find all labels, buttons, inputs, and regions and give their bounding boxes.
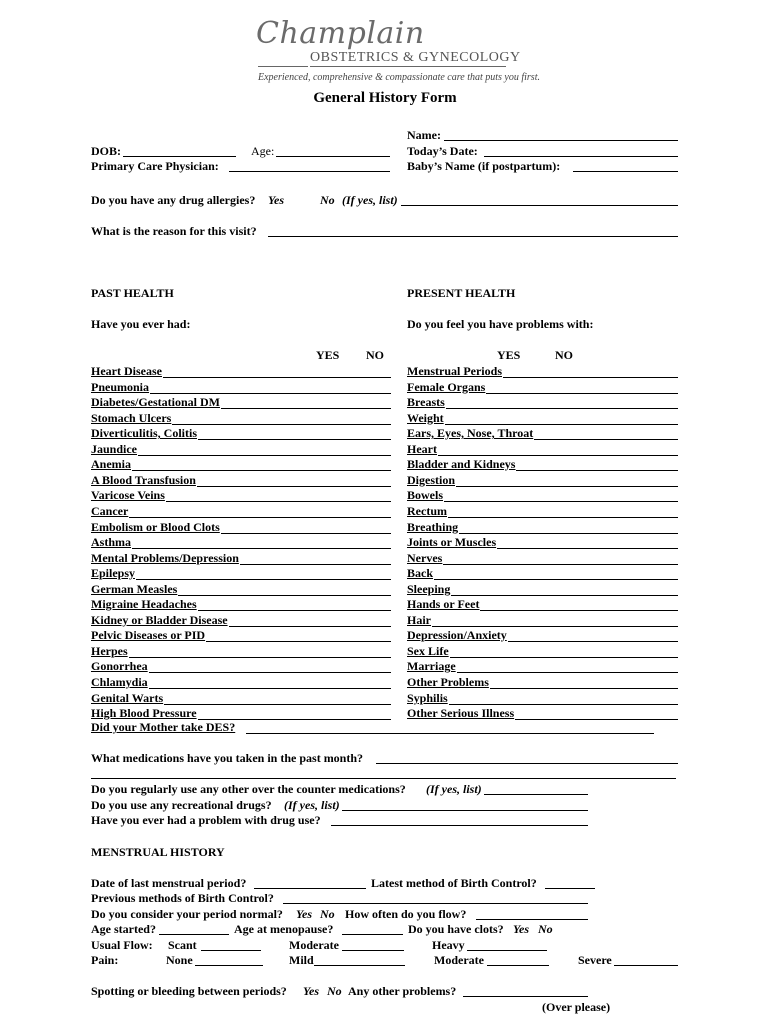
past-condition-row-label: Pneumonia xyxy=(91,380,150,394)
todays-date-label: Today’s Date: xyxy=(407,144,478,158)
past-condition-row-label: Kidney or Bladder Disease xyxy=(91,613,228,627)
des-row[interactable] xyxy=(91,720,654,735)
over-please: (Over please) xyxy=(542,1000,611,1014)
present-condition-row-label: Menstrual Periods xyxy=(407,364,502,378)
past-condition-row-label: German Measles xyxy=(91,582,178,596)
present-condition-row-label: Sleeping xyxy=(407,582,451,596)
past-condition-row-label: Heart Disease xyxy=(91,364,162,378)
past-condition-row[interactable] xyxy=(91,380,391,395)
usual-flow-label: Usual Flow: xyxy=(91,938,153,952)
flow-moderate-label: Moderate xyxy=(289,938,339,952)
name-label: Name: xyxy=(407,128,441,142)
past-condition-row-label: Cancer xyxy=(91,504,129,518)
past-condition-row-label: Asthma xyxy=(91,535,132,549)
past-condition-row-answer-line xyxy=(91,470,391,471)
past-condition-row-answer-line xyxy=(91,517,391,518)
present-condition-row[interactable] xyxy=(407,426,678,441)
past-condition-row[interactable] xyxy=(91,675,391,690)
past-condition-row[interactable] xyxy=(91,395,391,410)
birth-control-field[interactable] xyxy=(545,888,595,889)
logo-tagline: Experienced, comprehensive & compassionate care that puts you first. xyxy=(258,72,540,83)
past-condition-row-label: Epilepsy xyxy=(91,566,136,580)
age-started-label: Age started? xyxy=(91,922,156,936)
past-condition-row[interactable] xyxy=(91,411,391,426)
past-condition-row[interactable] xyxy=(91,644,391,659)
present-condition-row-label: Joints or Muscles xyxy=(407,535,497,549)
present-condition-row[interactable] xyxy=(407,535,678,550)
meds-question: What medications have you taken in the past month? xyxy=(91,751,364,765)
allergies-no[interactable]: No xyxy=(320,193,335,207)
past-condition-row[interactable] xyxy=(91,597,391,612)
present-condition-row-label: Ears, Eyes, Nose, Throat xyxy=(407,426,534,440)
spotting-question: Spotting or bleeding between periods? xyxy=(91,984,287,998)
past-condition-row[interactable] xyxy=(91,551,391,566)
meds-field-line2[interactable] xyxy=(91,778,676,779)
present-condition-row[interactable] xyxy=(407,364,678,379)
recreational-question: Do you use any recreational drugs? xyxy=(91,798,272,812)
age-menopause-label: Age at menopause? xyxy=(234,922,334,936)
past-condition-row-label: Chlamydia xyxy=(91,675,148,689)
present-condition-row-label: Hair xyxy=(407,613,431,627)
past-condition-row-label: Gonorrhea xyxy=(91,659,148,673)
present-condition-row[interactable] xyxy=(407,520,678,535)
present-condition-row[interactable] xyxy=(407,411,678,426)
period-normal-label: Do you consider your period normal? xyxy=(91,907,283,921)
past-condition-row[interactable] xyxy=(91,473,391,488)
past-condition-row[interactable] xyxy=(91,706,391,721)
past-condition-row[interactable] xyxy=(91,535,391,550)
flow-heavy-field[interactable] xyxy=(467,950,547,951)
age-menopause-field[interactable] xyxy=(342,934,403,935)
pain-moderate-label: Moderate xyxy=(434,953,484,967)
name-field[interactable] xyxy=(444,140,678,141)
past-condition-row[interactable] xyxy=(91,442,391,457)
spotting-no[interactable]: No xyxy=(327,984,342,998)
past-condition-row-label: High Blood Pressure xyxy=(91,706,197,720)
present-condition-row-label: Weight xyxy=(407,411,444,425)
present-condition-row[interactable] xyxy=(407,582,678,597)
past-condition-row-label: Varicose Veins xyxy=(91,488,165,502)
pcp-label: Primary Care Physician: xyxy=(91,159,219,173)
present-condition-row[interactable] xyxy=(407,706,678,721)
pain-none-field[interactable] xyxy=(195,965,263,966)
past-condition-row[interactable] xyxy=(91,520,391,535)
past-condition-row[interactable] xyxy=(91,582,391,597)
flow-often-label: How often do you flow? xyxy=(345,907,467,921)
flow-scant-field[interactable] xyxy=(201,950,261,951)
present-condition-row[interactable] xyxy=(407,644,678,659)
present-yes-header: YES xyxy=(497,348,521,362)
past-condition-row[interactable] xyxy=(91,504,391,519)
present-condition-row-label: Other Problems xyxy=(407,675,489,689)
allergies-question: Do you have any drug allergies? xyxy=(91,193,256,207)
present-condition-row-label: Nerves xyxy=(407,551,443,565)
recreational-list-hint: (If yes, list) xyxy=(284,798,340,812)
present-condition-row-label: Hands or Feet xyxy=(407,597,480,611)
present-condition-row-label: Back xyxy=(407,566,434,580)
past-condition-row-label: Migraine Headaches xyxy=(91,597,197,611)
present-condition-row-answer-line xyxy=(407,626,678,627)
present-condition-row[interactable] xyxy=(407,380,678,395)
des-question: Did your Mother take DES? xyxy=(91,720,236,734)
reason-field[interactable] xyxy=(268,236,678,237)
prev-methods-label: Previous methods of Birth Control? xyxy=(91,891,274,905)
last-period-label: Date of last menstrual period? xyxy=(91,876,247,890)
present-condition-row[interactable] xyxy=(407,613,678,628)
present-condition-row[interactable] xyxy=(407,395,678,410)
present-condition-row-label: Bladder and Kidneys xyxy=(407,457,516,471)
past-condition-row[interactable] xyxy=(91,613,391,628)
age-field[interactable] xyxy=(276,156,390,157)
present-condition-row[interactable] xyxy=(407,457,678,472)
past-condition-row-answer-line xyxy=(91,657,391,658)
present-condition-row[interactable] xyxy=(407,504,678,519)
past-no-header: NO xyxy=(366,348,384,362)
past-condition-row[interactable] xyxy=(91,691,391,706)
past-condition-row-label: Diabetes/Gestational DM xyxy=(91,395,220,409)
past-condition-row-label: Diverticulitis, Colitis xyxy=(91,426,197,440)
present-condition-row-label: Sex Life xyxy=(407,644,449,658)
allergies-field[interactable] xyxy=(401,205,678,206)
last-period-field[interactable] xyxy=(254,888,366,889)
pain-none-label: None xyxy=(166,953,193,967)
present-condition-row-answer-line xyxy=(407,455,678,456)
prev-methods-field[interactable] xyxy=(283,903,588,904)
otc-question: Do you regularly use any other over the counter medications? xyxy=(91,782,406,796)
recreational-field[interactable] xyxy=(342,810,588,811)
age-started-field[interactable] xyxy=(159,934,229,935)
meds-field[interactable] xyxy=(376,763,678,764)
present-condition-row-label: Depression/Anxiety xyxy=(407,628,507,642)
present-condition-row[interactable] xyxy=(407,442,678,457)
birth-control-label: Latest method of Birth Control? xyxy=(371,876,537,890)
present-condition-row-label: Breathing xyxy=(407,520,459,534)
present-condition-row-answer-line xyxy=(407,424,678,425)
past-condition-row[interactable] xyxy=(91,457,391,472)
present-health-sub: Do you feel you have problems with: xyxy=(407,317,594,331)
past-yes-header: YES xyxy=(316,348,340,362)
allergies-list-hint: (If yes, list) xyxy=(342,193,398,207)
present-condition-row-answer-line xyxy=(407,501,678,502)
form-title: General History Form xyxy=(313,90,457,106)
dob-field[interactable] xyxy=(123,156,236,157)
past-condition-row-label: Jaundice xyxy=(91,442,138,456)
past-condition-row[interactable] xyxy=(91,364,391,379)
pain-severe-label: Severe xyxy=(578,953,612,967)
past-health-sub: Have you ever had: xyxy=(91,317,191,331)
clots-label: Do you have clots? xyxy=(408,922,504,936)
present-condition-row[interactable] xyxy=(407,551,678,566)
pain-severe-field[interactable] xyxy=(614,965,678,966)
other-problems-field[interactable] xyxy=(463,996,588,997)
past-condition-row-label: Embolism or Blood Clots xyxy=(91,520,220,534)
past-condition-row-answer-line xyxy=(91,548,391,549)
present-condition-row-label: Rectum xyxy=(407,504,447,518)
flow-often-field[interactable] xyxy=(476,919,588,920)
other-problems-label: Any other problems? xyxy=(348,984,457,998)
present-condition-row-label: Bowels xyxy=(407,488,443,502)
flow-heavy-label: Heavy xyxy=(432,938,465,952)
age-label: Age: xyxy=(251,144,275,158)
clots-no[interactable]: No xyxy=(538,922,553,936)
present-no-header: NO xyxy=(555,348,573,362)
period-normal-yes[interactable]: Yes xyxy=(296,907,312,921)
drug-problem-field[interactable] xyxy=(331,825,588,826)
present-condition-row-label: Other Serious Illness xyxy=(407,706,515,720)
present-condition-row[interactable] xyxy=(407,675,678,690)
drug-problem-question: Have you ever had a problem with drug use? xyxy=(91,813,321,827)
dob-label: DOB: xyxy=(91,144,121,158)
period-normal-no[interactable]: No xyxy=(320,907,335,921)
past-condition-row-label: Anemia xyxy=(91,457,131,471)
present-condition-row[interactable] xyxy=(407,597,678,612)
otc-list-hint: (If yes, list) xyxy=(426,782,482,796)
logo-rule-left xyxy=(258,66,308,67)
past-health-heading: PAST HEALTH xyxy=(91,286,174,300)
present-health-heading: PRESENT HEALTH xyxy=(407,286,516,300)
present-condition-row[interactable] xyxy=(407,566,678,581)
baby-name-field[interactable] xyxy=(573,171,678,172)
flow-scant-label: Scant xyxy=(168,938,197,952)
past-condition-row-label: Herpes xyxy=(91,644,128,658)
present-condition-row-label: Syphilis xyxy=(407,691,448,705)
otc-field[interactable] xyxy=(484,794,588,795)
pcp-field[interactable] xyxy=(229,171,390,172)
pain-mild-label: Mild xyxy=(289,953,314,967)
past-condition-row-label: A Blood Transfusion xyxy=(91,473,196,487)
present-condition-row-label: Heart xyxy=(407,442,437,456)
present-condition-row[interactable] xyxy=(407,488,678,503)
logo-script: Champlain xyxy=(256,16,425,51)
present-condition-row-label: Female Organs xyxy=(407,380,486,394)
past-condition-row-label: Genital Warts xyxy=(91,691,164,705)
logo-rule-right xyxy=(310,66,506,67)
present-condition-row-answer-line xyxy=(407,408,678,409)
present-condition-row[interactable] xyxy=(407,691,678,706)
past-condition-row-label: Stomach Ulcers xyxy=(91,411,172,425)
present-condition-row[interactable] xyxy=(407,628,678,643)
flow-moderate-field[interactable] xyxy=(342,950,404,951)
past-condition-row[interactable] xyxy=(91,659,391,674)
menstrual-heading: MENSTRUAL HISTORY xyxy=(91,845,225,859)
pain-mild-field[interactable] xyxy=(314,965,405,966)
clots-yes[interactable]: Yes xyxy=(513,922,529,936)
past-condition-row[interactable] xyxy=(91,628,391,643)
allergies-yes[interactable]: Yes xyxy=(268,193,284,207)
present-condition-row-answer-line xyxy=(407,579,678,580)
present-condition-row[interactable] xyxy=(407,473,678,488)
reason-question: What is the reason for this visit? xyxy=(91,224,257,238)
pain-moderate-field[interactable] xyxy=(487,965,549,966)
spotting-yes[interactable]: Yes xyxy=(303,984,319,998)
present-condition-row-answer-line xyxy=(407,564,678,565)
todays-date-field[interactable] xyxy=(484,156,678,157)
past-condition-row[interactable] xyxy=(91,426,391,441)
present-condition-row-label: Breasts xyxy=(407,395,445,409)
past-condition-row[interactable] xyxy=(91,488,391,503)
past-condition-row-label: Mental Problems/Depression xyxy=(91,551,239,565)
baby-name-label: Baby’s Name (if postpartum): xyxy=(407,159,561,173)
logo-subtitle: OBSTETRICS & GYNECOLOGY xyxy=(310,50,521,65)
present-condition-row[interactable] xyxy=(407,659,678,674)
present-condition-row-label: Digestion xyxy=(407,473,455,487)
present-condition-row-label: Marriage xyxy=(407,659,456,673)
pain-label: Pain: xyxy=(91,953,119,967)
past-condition-row-label: Pelvic Diseases or PID xyxy=(91,628,206,642)
past-condition-row[interactable] xyxy=(91,566,391,581)
